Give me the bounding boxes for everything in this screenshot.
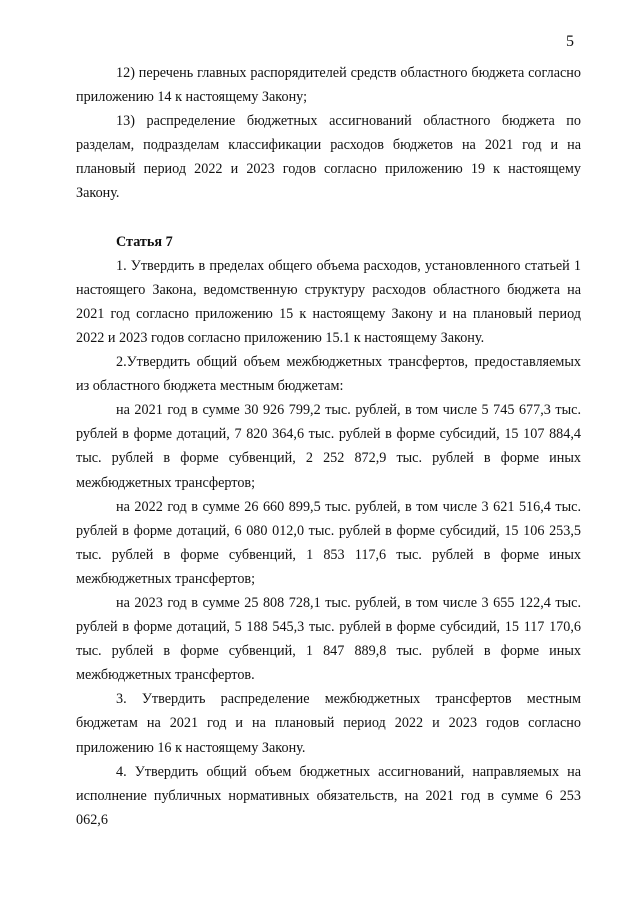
- list-item-13: 13) распределение бюджетных ассигнований областного бюджета по разделам, подразделам классификации расходов бюджетов на 2021 год и на плановый период 2022 и 2023 годов согласно приложению 19 к настоящему Закону.: [76, 113, 581, 202]
- document-body: [76, 61, 581, 832]
- transfers-2021: на 2021 год в сумме 30 926 799,2 тыс. рублей, в том числе 5 745 677,3 тыс. рублей в форме дотаций, 7 820 364,6 тыс. рублей в форме субсидий, 15 107 884,4 тыс. рублей в форме субвенций, 2 252 872,9 тыс. рублей в форме иных межбюджетных трансфертов;: [76, 402, 581, 491]
- list-item-12: 12) перечень главных распорядителей средств областного бюджета согласно приложению 14 к настоящему Закону;: [76, 65, 581, 106]
- article-paragraph-2: 2.Утвердить общий объем межбюджетных трансфертов, предоставляемых из областного бюджета местным бюджетам:: [76, 354, 581, 395]
- transfers-2023: на 2023 год в сумме 25 808 728,1 тыс. рублей, в том числе 3 655 122,4 тыс. рублей в форме дотаций, 5 188 545,3 тыс. рублей в форме субсидий, 15 117 170,6 тыс. рублей в форме субвенций, 1 847 889,8 тыс. рублей в форме иных межбюджетных трансфертов.: [76, 594, 581, 684]
- article-paragraph-4: 4. Утвердить общий объем бюджетных ассигнований, направляемых на исполнение публичных нормативных обязательств, на 2021 год в сумме 6 253 062,6: [76, 763, 581, 828]
- article-paragraph-1: 1. Утвердить в пределах общего объема расходов, установленного статьей 1 настоящего Закона, ведомственную структуру расходов областного бюджета на 2021 год согласно приложению 15 к настоящему Закону и на плановый период 2022 и 2023 годов согласно приложению 15.1 к настоящему Закону.: [76, 257, 581, 346]
- page-number: 5: [566, 33, 574, 50]
- article-heading: Статья 7: [116, 233, 173, 250]
- transfers-2022: на 2022 год в сумме 26 660 899,5 тыс. рублей, в том числе 3 621 516,4 тыс. рублей в форме дотаций, 6 080 012,0 тыс. рублей в форме субсидий, 15 106 253,5 тыс. рублей в форме субвенций, 1 853 117,6 тыс. рублей в форме иных межбюджетных трансфертов;: [76, 498, 581, 587]
- article-paragraph-3: 3. Утвердить распределение межбюджетных трансфертов местным бюджетам на 2021 год и на плановый период 2022 и 2023 годов согласно приложению 16 к настоящему Закону.: [76, 691, 581, 756]
